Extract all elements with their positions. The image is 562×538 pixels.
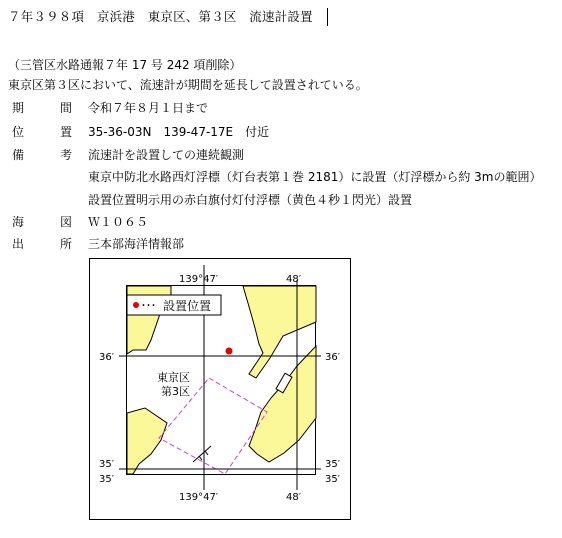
lon-label-top-right: 48′ [286,274,301,285]
legend-marker-icon [133,302,139,308]
legend-label: 設置位置 [163,299,212,313]
field-value-period: 令和７年８月１日まで [88,101,209,115]
label-char: 所 [59,237,72,251]
field-label-period [12,101,72,115]
field-label-source [12,237,72,251]
notice-title: ７年３９８項 京浜港 東京区、第３区 流速計設置 [8,9,313,24]
label-char: 期 [12,101,25,115]
lat-label-35a-left: 35′ [99,459,114,470]
label-char: 出 [12,237,25,251]
area-label-district3: 第3区 [161,385,190,398]
lat-label-35a-right: 35′ [325,459,340,470]
label-char: 置 [59,125,72,139]
field-value-source: 三本部海洋情報部 [88,237,185,251]
field-value-remarks-1: 流速計を設置しての連続観測 [88,148,245,162]
field-value-position: 35-36-03N 139-47-17E 付近 [88,125,270,139]
field-value-chart: Ｗ１０６５ [88,215,149,229]
lat-label-36-right: 36′ [325,352,340,363]
field-value-remarks-3: 設置位置明示用の赤白旗付灯付浮標（黄色４秒１閃光）設置 [88,193,413,207]
installation-marker [226,348,233,355]
lat-label-35b-right: 35′ [325,474,340,485]
lon-label-bottom-left: 139°47′ [179,492,219,503]
label-char: 考 [59,148,72,162]
label-char: 備 [12,148,25,162]
area-label-tokyo: 東京区 [157,371,190,384]
lat-label-36-left: 36′ [99,352,114,363]
lon-label-top-left: 139°47′ [179,274,219,285]
label-char: 間 [59,101,72,115]
location-map [89,258,351,520]
lat-label-35b-left: 35′ [99,474,114,485]
text-cursor [327,8,328,26]
field-label-chart [12,215,72,229]
lon-label-bottom-right: 48′ [286,492,301,503]
notice-body: 東京区第３区において、流速計が期間を延長して設置されている。 [8,78,368,92]
field-value-remarks-2: 東京中防北水路西灯浮標（灯台表第１巻 2181）に設置（灯浮標から約 3mの範囲） [88,170,542,184]
reference-note: （三管区水路通報７年 17 号 242 項削除） [8,58,242,72]
field-label-remarks [12,148,72,162]
legend-dots: ･･･ [141,301,156,312]
field-label-position [12,125,72,139]
label-char: 海 [12,215,25,229]
label-char: 図 [59,215,72,229]
label-char: 位 [12,125,25,139]
